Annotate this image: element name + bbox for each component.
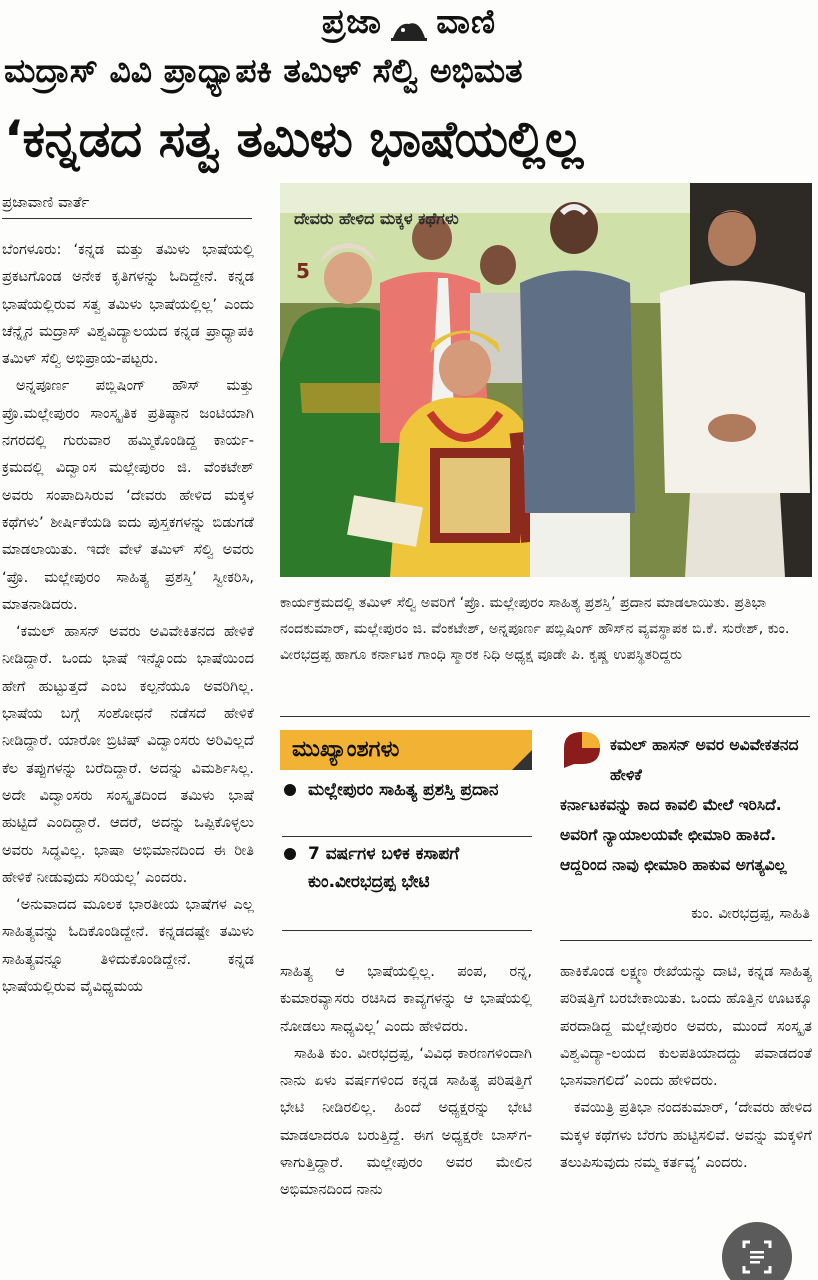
bullet-icon <box>284 848 296 860</box>
column-2 <box>280 958 532 1274</box>
paragraph: ‘ಅನುವಾದದ ಮೂಲಕ ಭಾರತೀಯ ಭಾಷೆಗಳ ಎಲ್ಲ ಸಾಹಿತ್ಯವನ್ನು ಓದಿಕೊಂಡಿದ್ದೇನೆ. ಕನ್ನಡದಷ್ಟೇ ತಮಿಳು ಸಾಹಿತ್ಯವನ್ನೂ ತಿಳಿದುಕೊಂಡಿದ್ದೇನೆ. ಕನ್ನಡ ಭಾಷೆಯಲ್ಲಿರುವ ವೈವಿಧ್ಯಮಯ <box>2 896 254 996</box>
main-headline: ‘ಕನ್ನಡದ ಸತ್ವ ತಮಿಳು ಭಾಷೆಯಲ್ಲಿಲ್ಲ <box>4 110 583 168</box>
pull-quote-attribution: ಕುಂ. ವೀರಭದ್ರಪ್ಪ, ಸಾಹಿತಿ <box>691 905 810 922</box>
highlights-title: ಮುಖ್ಯಾಂಶಗಳು <box>280 730 532 770</box>
paragraph: ಸಾಹಿತ್ಯ ಆ ಭಾಷೆಯಲ್ಲಿಲ್ಲ. ಪಂಪ, ರನ್ನ, ಕುಮಾರವ್ಯಾಸರು ರಚಿಸಿದ ಕಾವ್ಯಗಳನ್ನು ಆ ಭಾಷೆಯಲ್ಲಿ ನೋಡಲು ಸಾಧ್ಯವಿಲ್ಲ’ ಎಂದು ಹೇಳಿದರು. <box>280 963 532 1035</box>
quote-bottom-rule <box>560 940 812 941</box>
scan-text-button[interactable] <box>722 1222 792 1280</box>
caption-rule <box>280 716 810 717</box>
paragraph: ಹಾಕಿಕೊಂಡ ಲಕ್ಷ್ಮಣ ರೇಖೆಯನ್ನು ದಾಟಿ, ಕನ್ನಡ ಸಾಹಿತ್ಯ ಪರಿಷತ್ತಿಗೆ ಬರಬೇಕಾಯಿತು. ಒಂದು ಹೊತ್ತಿನ ಊಟಕ್ಕೂ ಪರದಾಡಿದ್ದ ಮಲ್ಲೇಪುರಂ ಅವರು, ಮುಂದೆ ಸಂಸ್ಕೃತ ವಿಶ್ವವಿದ್ಯಾ-ಲಯದ ಕುಲಪತಿಯಾದದ್ದು ಪವಾಡದಂತೆ ಭಾಸವಾಗಲಿದೆ’ ಎಂದು ಹೇಳಿದರು. <box>560 963 812 1090</box>
paragraph: ಕವಯಿತ್ರಿ ಪ್ರತಿಭಾ ನಂದಕುಮಾರ್, ‘ದೇವರು ಹೇಳಿದ ಮಕ್ಕಳ ಕಥೆಗಳು ಬೆರಗು ಹುಟ್ಟಿಸಲಿವೆ. ಅವನ್ನು ಮಕ್ಕಳಿಗೆ ತಲುಪಿಸುವುದು ನಮ್ಮ ಕರ್ತವ್ಯ’ ಎಂದರು. <box>560 1099 812 1172</box>
highlight-item <box>282 840 532 896</box>
photo-banner-number: 5 <box>296 259 310 283</box>
paragraph: ಅನ್ನಪೂರ್ಣ ಪಬ್ಲಿಷಿಂಗ್ ಹೌಸ್ ಮತ್ತು ಪ್ರೊ.ಮಲ್ಲೇಪುರಂ ಸಾಂಸ್ಕೃತಿಕ ಪ್ರತಿಷ್ಠಾನ ಜಂಟಿಯಾಗಿ ನಗರದಲ್ಲಿ ಗುರುವಾರ ಹಮ್ಮಿಕೊಂಡಿದ್ದ ಕಾರ್ಯ-ಕ್ರಮದಲ್ಲಿ ವಿದ್ವಾಂಸ ಮಲ್ಲೇಪುರಂ ಜಿ. ವೆಂಕಟೇಶ್ ಅವರು ಸಂಪಾದಿಸಿರುವ ‘ದೇವರು ಹೇಳಿದ ಮಕ್ಕಳ ಕಥೆಗಳು’ ಶೀರ್ಷಿಕೆಯಡಿ ಐದು ಪುಸ್ತಕಗಳನ್ನು ಬಿಡುಗಡೆ ಮಾಡಲಾಯಿತು. ಇದೇ ವೇಳೆ ತಮಿಳ್ ಸೆಲ್ವಿ ಅವರು ‘ಪ್ರೊ. ಮಲ್ಲೇಪುರಂ ಸಾಹಿತ್ಯ ಪ್ರಶಸ್ತಿ’ ಸ್ವೀಕರಿಸಿ, ಮಾತನಾಡಿದರು. <box>2 377 254 613</box>
pull-quote-lead: ಕಮಲ್ ಹಾಸನ್ ಅವರ ಅವಿವೇಕತನದ ಹೇಳಿಕೆ <box>610 736 799 784</box>
highlights-bottom-rule <box>282 930 532 931</box>
highlight-text: 7 ವರ್ಷಗಳ ಬಳಿಕ ಕಸಾಪಗೆ ಕುಂ.ವೀರಭದ್ರಪ್ಪ ಭೇಟಿ <box>308 844 460 892</box>
kicker-headline: ಮದ್ರಾಸ್ ವಿವಿ ಪ್ರಾಧ್ಯಾಪಕಿ ತಮಿಳ್ ಸೆಲ್ವಿ ಅಭಿಮತ <box>4 51 523 90</box>
masthead-name-right: ವಾಣಿ <box>436 2 497 42</box>
event-photo <box>280 183 812 577</box>
photo-banner-text: ದೇವರು ಹೇಳಿದ ಮಕ್ಕಳ ಕಥೆಗಳು <box>294 209 459 228</box>
scan-text-icon <box>722 1222 792 1280</box>
paragraph: ಸಾಹಿತಿ ಕುಂ. ವೀರಭದ್ರಪ್ಪ, ‘ವಿವಿಧ ಕಾರಣಗಳಿಂದಾಗಿ ನಾನು ಏಳು ವರ್ಷಗಳಿಂದ ಕನ್ನಡ ಸಾಹಿತ್ಯ ಪರಿಷತ್ತಿಗೆ ಭೇಟಿ ನೀಡಿರಲಿಲ್ಲ. ಹಿಂದೆ ಅಧ್ಯಕ್ಷರನ್ನು ಭೇಟಿ ಮಾಡಲಾದರೂ ಬರುತ್ತಿದ್ದೆ. ಈಗ ಅಧ್ಯಕ್ಷರೇ ಬಾಸ್‌ಗ-ಳಾಗುತ್ತಿದ್ದಾರೆ. ಮಲ್ಲೇಪುರಂ ಅವರ ಮೇಲಿನ ಅಭಿಮಾನದಿಂದ ನಾನು <box>280 1044 532 1199</box>
pull-quote-body: ಕರ್ನಾಟಕವನ್ನು ಕಾದ ಕಾವಲಿ ಮೇಲೆ ಇರಿಸಿದೆ. ಅವರಿಗೆ ನ್ಯಾಯಾಲಯವೇ ಛೀಮಾರಿ ಹಾಕಿದೆ. ಆದ್ದರಿಂದ ನಾವು ಛೀಮಾರಿ ಹಾಕುವ ಅಗತ್ಯವಿಲ್ಲ <box>560 796 787 874</box>
paragraph: ‘ಕಮಲ್ ಹಾಸನ್ ಅವರು ಅವಿವೇಕಿತನದ ಹೇಳಿಕೆ ನೀಡಿದ್ದಾರೆ. ಒಂದು ಭಾಷೆ ಇನ್ನೊಂದು ಭಾಷೆಯಿಂದ ಹೇಗೆ ಹುಟ್ಟುತ್ತದೆ ಎಂಬ ಕಲ್ಪನೆಯೂ ಅವರಿಗಿಲ್ಲ. ಭಾಷೆಯ ಬಗ್ಗೆ ಸಂಶೋಧನೆ ನಡೆಸದೆ ಹೇಳಿಕೆ ನೀಡಿದ್ದಾರೆ. ಯಾರೋ ಬ್ರಿಟಿಷ್ ವಿದ್ವಾಂಸರು ಅರಿವಿಲ್ಲದೆ ಕೆಲ ತಪ್ಪುಗಳನ್ನು ಬರೆದಿದ್ದಾರೆ. ಅದನ್ನು ವಿಮರ್ಶಿಸಿಲ್ಲ. ಅದೇ ವಿದ್ವಾಂಸರು ಸಂಸ್ಕೃತದಿಂದ ತಮಿಳು ಭಾಷೆ ಹುಟ್ಟಿದೆ ಎಂದಿದ್ದಾರೆ. ಆದರೆ, ಅದನ್ನು ಒಪ್ಪಿಕೊಳ್ಳಲು ಅವರು ಸಿದ್ಧವಿಲ್ಲ. ಭಾಷಾ ಅಭಿಮಾನದಿಂದ ಈ ರೀತಿ ಹೇಳಿಕೆ ನೀಡುವುದು ಸರಿಯಲ್ಲ’ ಎಂದರು. <box>2 623 254 886</box>
masthead <box>0 0 818 44</box>
masthead-name-left: ಪ್ರಜಾ <box>321 2 383 42</box>
paragraph: ಬೆಂಗಳೂರು: ‘ಕನ್ನಡ ಮತ್ತು ತಮಿಳು ಭಾಷೆಯಲ್ಲಿ ಪ್ರಕಟಗೊಂಡ ಅನೇಕ ಕೃತಿಗಳನ್ನು ಓದಿದ್ದೇನೆ. ಕನ್ನಡ ಭಾಷೆಯಲ್ಲಿರುವ ಸತ್ವ ತಮಿಳು ಭಾಷೆಯಲ್ಲಿಲ್ಲ’ ಎಂದು ಚೆನ್ನೈನ ಮದ್ರಾಸ್ ವಿಶ್ವವಿದ್ಯಾಲಯದ ಕನ್ನಡ ಪ್ರಾಧ್ಯಾಪಕಿ ತಮಿಳ್ ಸೆಲ್ವಿ ಅಭಿಪ್ರಾಯ-ಪಟ್ಟರು. <box>2 241 254 368</box>
column-1 <box>2 236 254 1276</box>
highlight-item <box>282 776 532 804</box>
byline-rule <box>2 218 252 219</box>
photo-caption: ಕಾರ್ಯಕ್ರಮದಲ್ಲಿ ತಮಿಳ್ ಸೆಲ್ವಿ ಅವರಿಗೆ ‘ಪ್ರೊ. ಮಲ್ಲೇಪುರಂ ಸಾಹಿತ್ಯ ಪ್ರಶಸ್ತಿ’ ಪ್ರದಾನ ಮಾಡಲಾಯಿತು. ಪ್ರತಿಭಾ ನಂದಕುಮಾರ್, ಮಲ್ಲೇಪುರಂ ಜಿ. ವೆಂಕಟೇಶ್, ಅನ್ನಪೂರ್ಣ ಪಬ್ಲಿಷಿಂಗ್ ಹೌಸ್‌ನ ವ್ಯವಸ್ಥಾಪಕ ಬಿ.ಕೆ. ಸುರೇಶ್, ಕುಂ. ವೀರಭದ್ರಪ್ಪ ಹಾಗೂ ಕರ್ನಾಟಕ ಗಾಂಧಿ ಸ್ಮಾರಕ ನಿಧಿ ಅಧ್ಯಕ್ಷ ವೂಡೇ ಪಿ. ಕೃಷ್ಣ ಉಪಸ್ಥಿತರಿದ್ದರು <box>280 595 790 663</box>
highlight-divider <box>282 836 532 837</box>
byline: ಪ್ರಜಾವಾಣಿ ವಾರ್ತೆ <box>2 193 90 211</box>
pull-quote <box>560 730 810 880</box>
masthead-emblem-icon <box>389 14 429 44</box>
bullet-icon <box>284 784 296 796</box>
highlight-text: ಮಲ್ಲೇಪುರಂ ಸಾಹಿತ್ಯ ಪ್ರಶಸ್ತಿ ಪ್ರದಾನ <box>308 780 499 800</box>
event-photo-illustration <box>280 183 812 577</box>
